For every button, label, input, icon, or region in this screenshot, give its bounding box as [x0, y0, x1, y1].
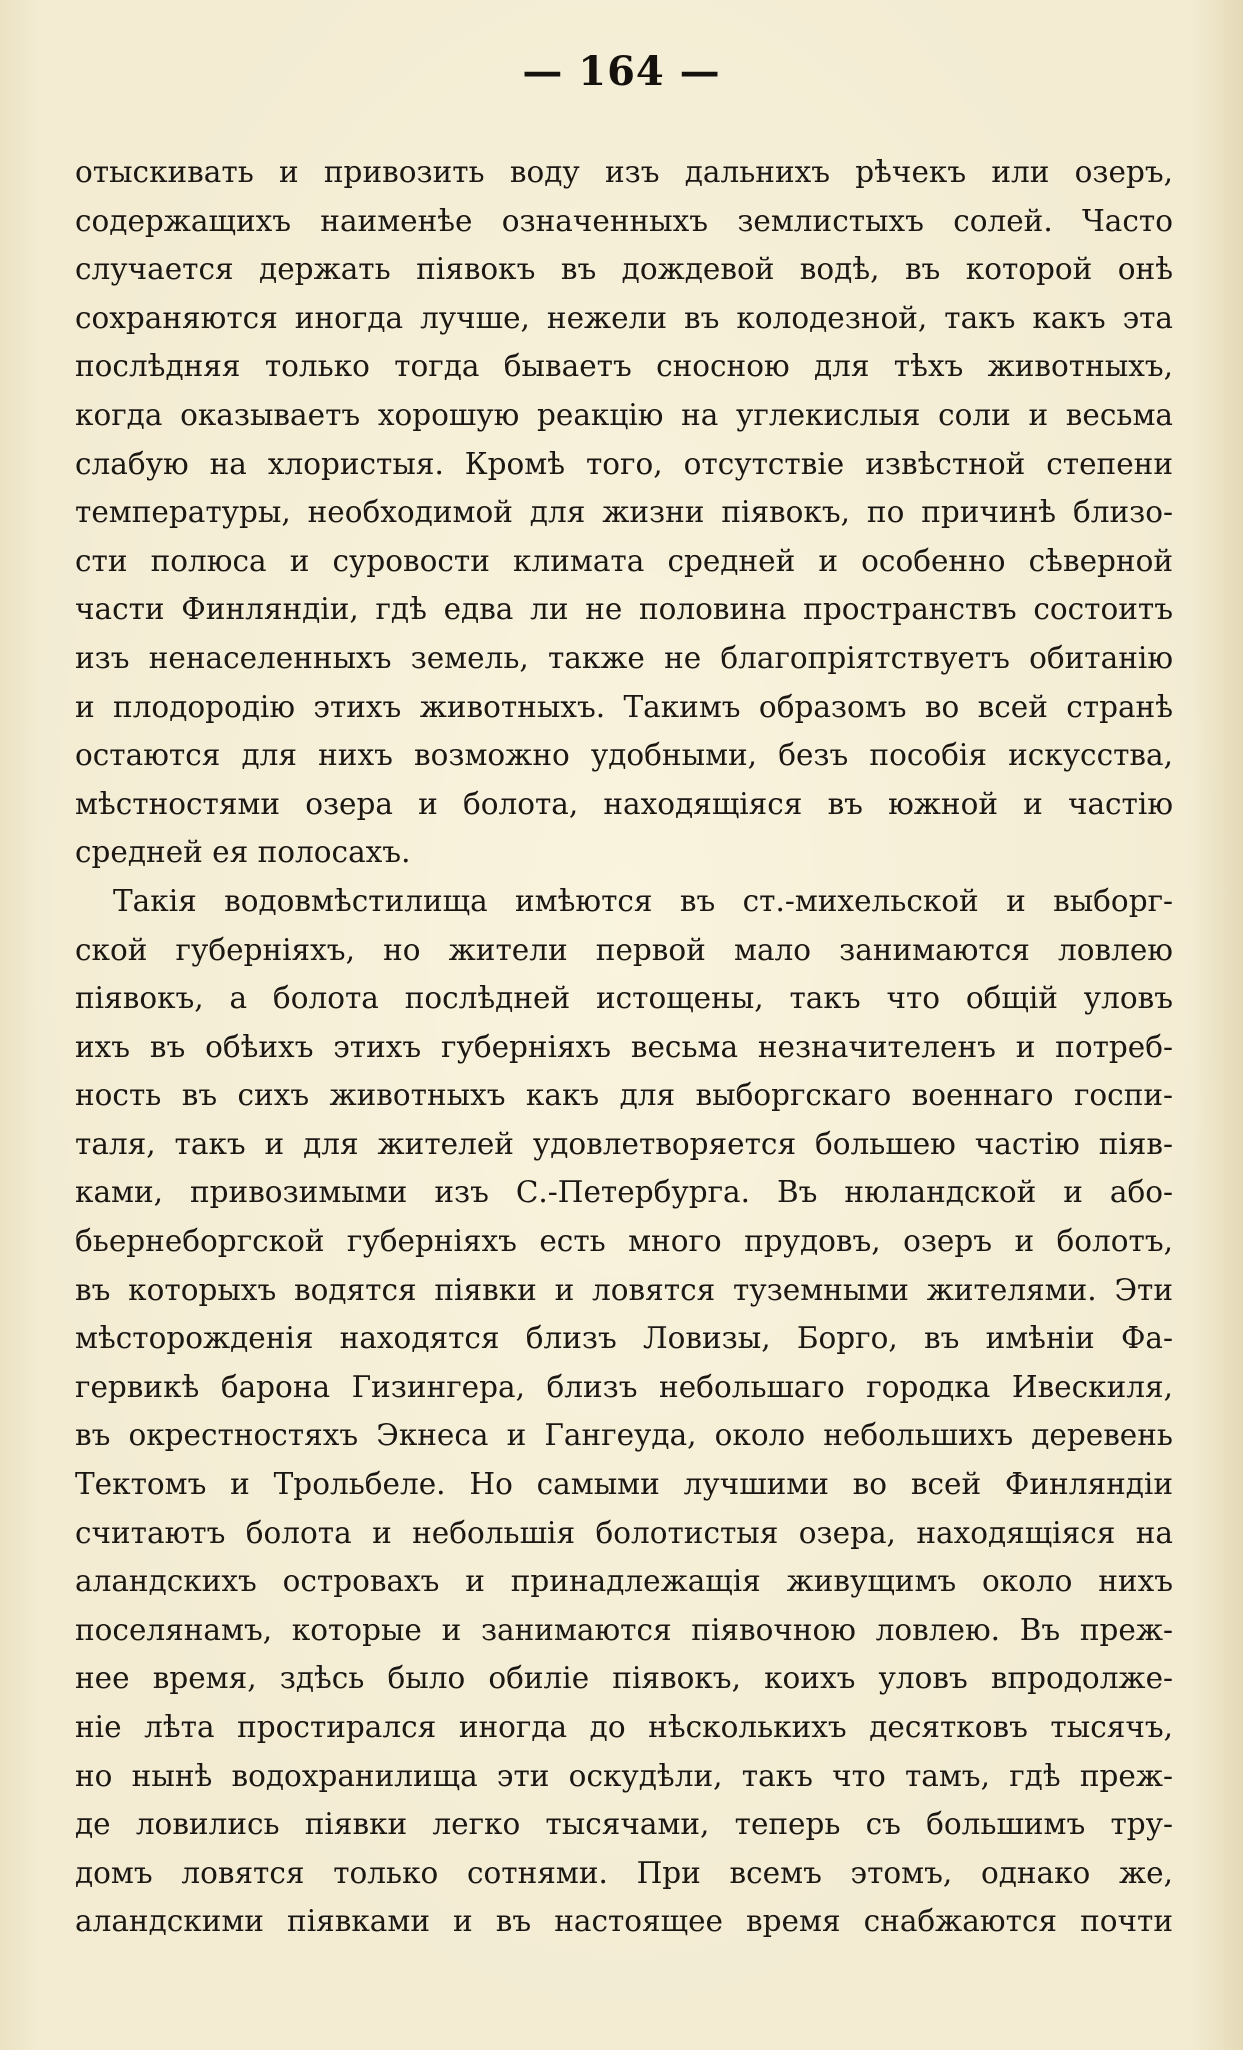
text-line: отыскивать и привозить воду изъ дальнихъ рѣчекъ или озеръ,: [75, 155, 1173, 189]
text-line: Тектомъ и Трольбеле. Но самыми лучшими во всей Финляндіи: [75, 1467, 1173, 1502]
text-line: когда оказываетъ хорошую реакцію на углекислыя соли и весьма: [75, 397, 1173, 432]
page-number: — 164 —: [522, 48, 721, 95]
text-line: мѣстностями озера и болота, находящіяся въ южной и частію: [75, 786, 1173, 821]
paragraph-start-line: Такія водовмѣстилища имѣются въ ст.-михельской и выборг-: [113, 883, 1173, 918]
text-line: содержащихъ наименѣе означенныхъ землистыхъ солей. Часто: [75, 203, 1173, 238]
text-line: случается держать піявокъ въ дождевой водѣ, въ которой онѣ: [75, 252, 1173, 287]
text-line: нее время, здѣсь было обиліе піявокъ, коихъ уловъ впродолже-: [75, 1661, 1173, 1696]
text-line: части Финляндіи, гдѣ едва ли не половина пространствъ состоитъ: [75, 592, 1173, 627]
text-line: бьернеборгской губерніяхъ есть много прудовъ, озеръ и болотъ,: [75, 1224, 1173, 1259]
body-text: [75, 148, 1173, 1946]
text-line: поселянамъ, которые и занимаются піявочною ловлею. Въ преж-: [75, 1612, 1173, 1647]
text-line: ками, привозимыми изъ С.-Петербурга. Въ нюландской и або-: [75, 1175, 1173, 1210]
text-line: домъ ловятся только сотнями. При всемъ этомъ, однако же,: [75, 1855, 1173, 1890]
text-line: мѣсторожденія находятся близъ Ловизы, Борго, въ имѣніи Фа-: [75, 1321, 1173, 1356]
paragraph-end-line: средней ея полосахъ.: [75, 835, 411, 870]
text-line: ность въ сихъ животныхъ какъ для выборгскаго военнаго госпи-: [75, 1078, 1173, 1113]
text-line: изъ ненаселенныхъ земель, также не благопріятствуетъ обитанію: [75, 640, 1173, 675]
text-line: температуры, необходимой для жизни піявокъ, по причинѣ близо-: [75, 495, 1173, 530]
text-line: гервикѣ барона Гизингера, близъ небольшаго городка Ивескиля,: [75, 1369, 1173, 1404]
text-line: сохраняются иногда лучше, нежели въ колодезной, такъ какъ эта: [75, 300, 1173, 335]
text-line: послѣдняя только тогда бываетъ сносною для тѣхъ животныхъ,: [75, 349, 1173, 384]
text-line: остаются для нихъ возможно удобными, безъ пособія искусства,: [75, 738, 1173, 773]
text-line: ніе лѣта простирался иногда до нѣсколькихъ десятковъ тысячъ,: [75, 1710, 1173, 1744]
text-line: слабую на хлористыя. Кромѣ того, отсутствіе извѣстной степени: [75, 446, 1173, 481]
text-line: ской губерніяхъ, но жители первой мало занимаются ловлею: [75, 932, 1173, 967]
text-line: но нынѣ водохранилища эти оскудѣли, такъ что тамъ, гдѣ преж-: [75, 1758, 1173, 1793]
text-line: сти полюса и суровости климата средней и особенно сѣверной: [75, 543, 1173, 578]
text-line: де ловились піявки легко тысячами, теперь съ большимъ тру-: [75, 1807, 1173, 1842]
text-line: считаютъ болота и небольшія болотистыя озера, находящіяся на: [75, 1515, 1173, 1550]
text-line: піявокъ, а болота послѣдней истощены, такъ что общій уловъ: [75, 981, 1173, 1016]
text-line: и плодородію этихъ животныхъ. Такимъ образомъ во всей странѣ: [75, 689, 1173, 724]
text-line: въ которыхъ водятся піявки и ловятся туземными жителями. Эти: [75, 1272, 1173, 1307]
text-line: аландскихъ островахъ и принадлежащія живущимъ около нихъ: [75, 1564, 1173, 1599]
text-line: въ окрестностяхъ Экнеса и Гангеуда, около небольшихъ деревень: [75, 1418, 1173, 1453]
text-line: аландскими піявками и въ настоящее время снабжаются почти: [75, 1904, 1173, 1939]
text-line: ихъ въ обѣихъ этихъ губерніяхъ весьма незначителенъ и потреб-: [75, 1029, 1173, 1064]
text-line: таля, такъ и для жителей удовлетворяется большею частію піяв-: [75, 1126, 1173, 1161]
